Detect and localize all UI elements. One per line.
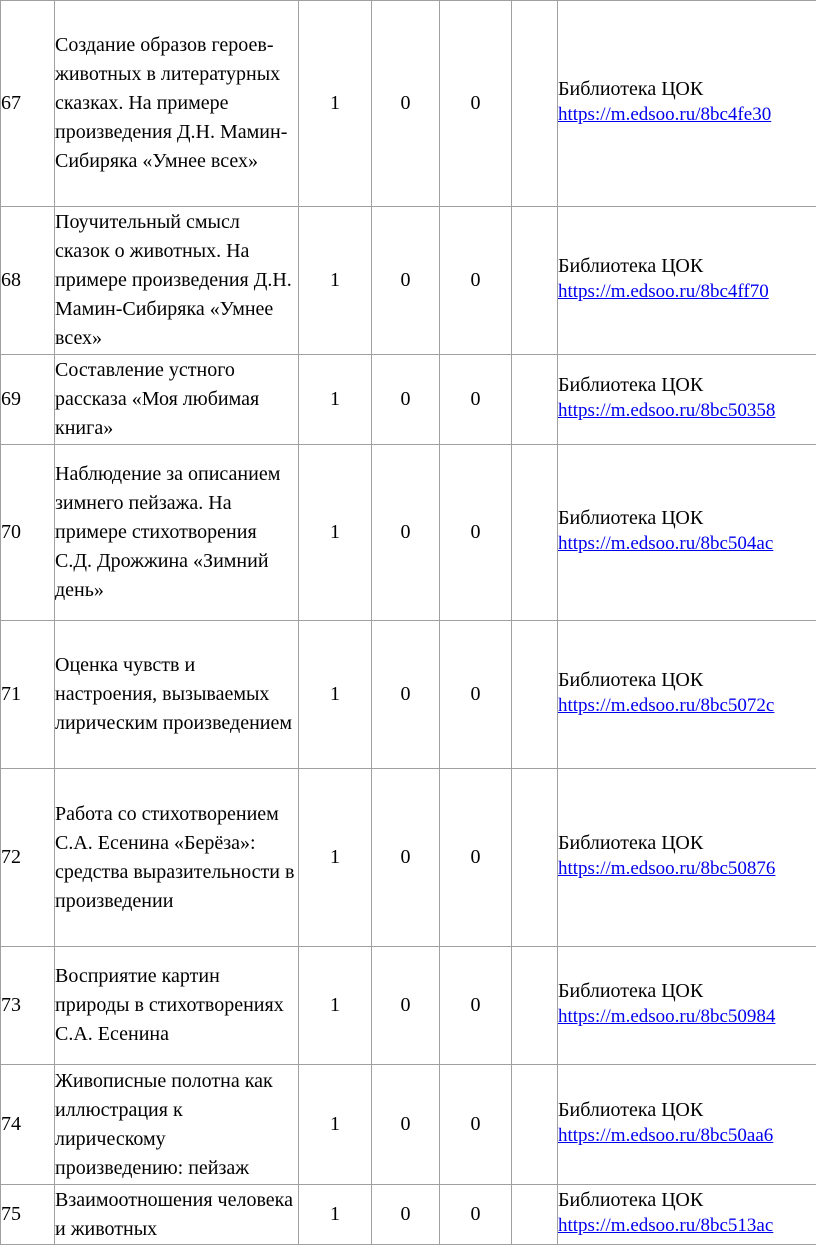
table-row <box>1 445 816 621</box>
lesson-topic: Создание образов героев-животных в литературных сказках. На примере произведения Д.Н. Мамин-Сибиряка «Умнее всех» <box>55 1 299 207</box>
hours-practice: 0 <box>440 1 512 207</box>
resource-cell <box>558 769 816 947</box>
resource-cell <box>558 1185 816 1245</box>
hours-total: 1 <box>299 1 372 207</box>
hours-total: 1 <box>299 1185 372 1245</box>
lesson-date <box>512 947 558 1065</box>
resource-label: Библиотека ЦОК <box>558 374 704 396</box>
lesson-number: 75 <box>1 1185 55 1245</box>
lesson-date <box>512 445 558 621</box>
resource-label: Библиотека ЦОК <box>558 832 704 854</box>
lesson-topic: Взаимоотношения человека и животных <box>55 1185 299 1245</box>
lesson-number: 69 <box>1 355 55 445</box>
hours-control: 0 <box>372 1065 440 1185</box>
resource-cell <box>558 207 816 355</box>
lesson-number: 68 <box>1 207 55 355</box>
resource-label: Библиотека ЦОК <box>558 669 704 691</box>
resource-cell <box>558 947 816 1065</box>
hours-practice: 0 <box>440 445 512 621</box>
hours-control: 0 <box>372 355 440 445</box>
resource-cell <box>558 1065 816 1185</box>
hours-control: 0 <box>372 769 440 947</box>
hours-practice: 0 <box>440 1065 512 1185</box>
resource-link[interactable]: https://m.edsoo.ru/8bc50358 <box>558 400 776 421</box>
lesson-topic: Восприятие картин природы в стихотворениях С.А. Есенина <box>55 947 299 1065</box>
table-row <box>1 1185 816 1245</box>
lesson-date <box>512 207 558 355</box>
lesson-number: 72 <box>1 769 55 947</box>
hours-control: 0 <box>372 1 440 207</box>
hours-practice: 0 <box>440 947 512 1065</box>
lesson-date <box>512 621 558 769</box>
lesson-date <box>512 1065 558 1185</box>
hours-total: 1 <box>299 769 372 947</box>
resource-link[interactable]: https://m.edsoo.ru/8bc513ac <box>558 1215 774 1236</box>
resource-label: Библиотека ЦОК <box>558 1099 704 1121</box>
lesson-topic: Работа со стихотворением С.А. Есенина «Берёза»: средства выразительности в произведении <box>55 769 299 947</box>
hours-total: 1 <box>299 621 372 769</box>
hours-practice: 0 <box>440 621 512 769</box>
lesson-topic: Составление устного рассказа «Моя любимая книга» <box>55 355 299 445</box>
resource-link[interactable]: https://m.edsoo.ru/8bc5072c <box>558 695 775 716</box>
hours-practice: 0 <box>440 769 512 947</box>
lesson-topic: Живописные полотна как иллюстрация к лирическому произведению: пейзаж <box>55 1065 299 1185</box>
table-row <box>1 769 816 947</box>
resource-link[interactable]: https://m.edsoo.ru/8bc4ff70 <box>558 281 769 302</box>
lesson-topic: Наблюдение за описанием зимнего пейзажа. На примере стихотворения С.Д. Дрожжина «Зимний день» <box>55 445 299 621</box>
hours-practice: 0 <box>440 355 512 445</box>
lesson-date <box>512 769 558 947</box>
resource-label: Библиотека ЦОК <box>558 78 704 100</box>
hours-total: 1 <box>299 947 372 1065</box>
hours-control: 0 <box>372 947 440 1065</box>
resource-link[interactable]: https://m.edsoo.ru/8bc4fe30 <box>558 104 772 125</box>
resource-cell <box>558 621 816 769</box>
hours-total: 1 <box>299 1065 372 1185</box>
table-row <box>1 1065 816 1185</box>
hours-total: 1 <box>299 445 372 621</box>
resource-label: Библиотека ЦОК <box>558 1189 704 1211</box>
lesson-number: 71 <box>1 621 55 769</box>
resource-link[interactable]: https://m.edsoo.ru/8bc50876 <box>558 858 776 879</box>
table-row <box>1 355 816 445</box>
hours-total: 1 <box>299 207 372 355</box>
lesson-date <box>512 355 558 445</box>
lesson-topic: Оценка чувств и настроения, вызываемых лирическим произведением <box>55 621 299 769</box>
table-row <box>1 207 816 355</box>
hours-practice: 0 <box>440 1185 512 1245</box>
table-row <box>1 1 816 207</box>
resource-cell <box>558 355 816 445</box>
lesson-number: 70 <box>1 445 55 621</box>
hours-total: 1 <box>299 355 372 445</box>
lesson-number: 73 <box>1 947 55 1065</box>
table-body <box>1 1 816 1245</box>
resource-cell <box>558 1 816 207</box>
table-row <box>1 947 816 1065</box>
resource-cell <box>558 445 816 621</box>
lesson-number: 74 <box>1 1065 55 1185</box>
resource-link[interactable]: https://m.edsoo.ru/8bc50984 <box>558 1006 776 1027</box>
resource-label: Библиотека ЦОК <box>558 255 704 277</box>
lesson-number: 67 <box>1 1 55 207</box>
lesson-date <box>512 1 558 207</box>
table-row <box>1 621 816 769</box>
lesson-topic: Поучительный смысл сказок о животных. На примере произведения Д.Н. Мамин-Сибиряка «Умнее всех» <box>55 207 299 355</box>
resource-label: Библиотека ЦОК <box>558 980 704 1002</box>
hours-control: 0 <box>372 445 440 621</box>
resource-link[interactable]: https://m.edsoo.ru/8bc50aa6 <box>558 1125 774 1146</box>
hours-practice: 0 <box>440 207 512 355</box>
hours-control: 0 <box>372 1185 440 1245</box>
resource-label: Библиотека ЦОК <box>558 507 704 529</box>
resource-link[interactable]: https://m.edsoo.ru/8bc504ac <box>558 533 774 554</box>
hours-control: 0 <box>372 621 440 769</box>
lesson-date <box>512 1185 558 1245</box>
hours-control: 0 <box>372 207 440 355</box>
